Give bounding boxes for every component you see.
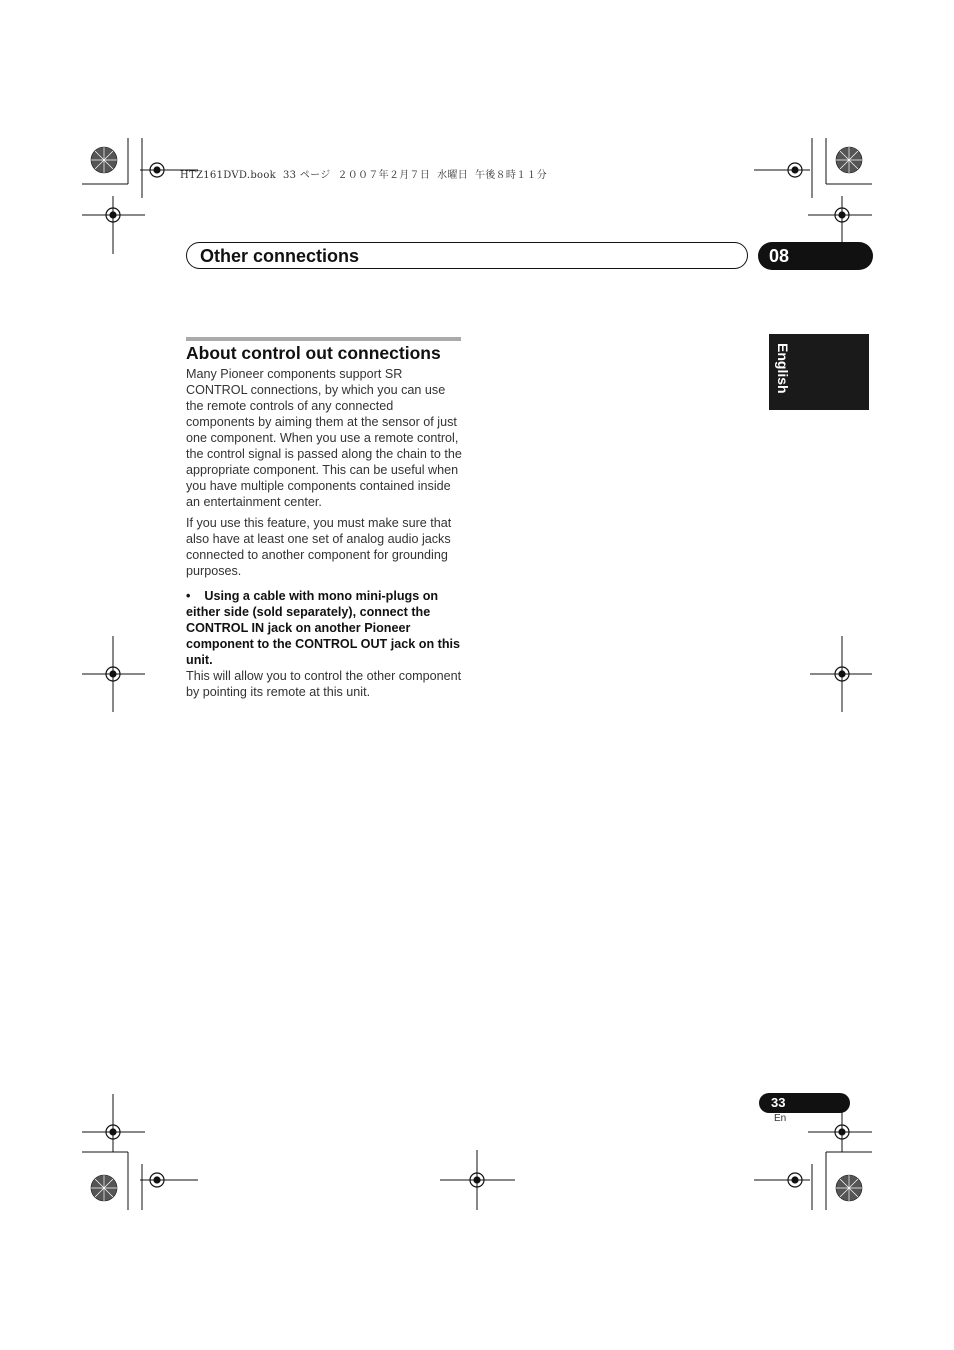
print-info-line: HTZ161DVD.book 33 ページ ２００７年２月７日 水曜日 午後８時１１分 (180, 170, 548, 181)
paragraph-text: If you use this feature, you must make sure that also have at least one set of analog audio jacks connected to another component for grounding purposes. (186, 516, 452, 578)
body-paragraph-3 (186, 668, 462, 700)
header-section-title: Other connections (200, 246, 360, 266)
chapter-number: 08 (769, 246, 790, 266)
paragraph-text: Many Pioneer components support SR CONTROL connections, by which you can use the remote controls of any connected components by aiming them at the sensor of just one component. When you use a remote control, the control signal is passed along the chain to the appropriate component. This can be useful when you have multiple components contained inside an entertainment center. (186, 367, 462, 509)
language-text: English (775, 343, 791, 394)
body-paragraph-2 (186, 515, 462, 579)
instruction-step (186, 588, 462, 668)
bullet: • (186, 589, 191, 603)
step-text: Using a cable with mono mini-plugs on either side (sold separately), connect the CONTROL IN jack on another Pioneer component to the CONTROL OUT jack on this unit. (186, 589, 461, 667)
page-number: 33 (771, 1095, 786, 1110)
section-rule (186, 337, 461, 341)
language-label (771, 343, 791, 403)
paragraph-text: This will allow you to control the other component by pointing its remote at this unit. (186, 669, 462, 699)
section-title: About control out connections (186, 343, 441, 363)
body-paragraph-1 (186, 366, 462, 510)
page-language-code: En (774, 1113, 787, 1124)
